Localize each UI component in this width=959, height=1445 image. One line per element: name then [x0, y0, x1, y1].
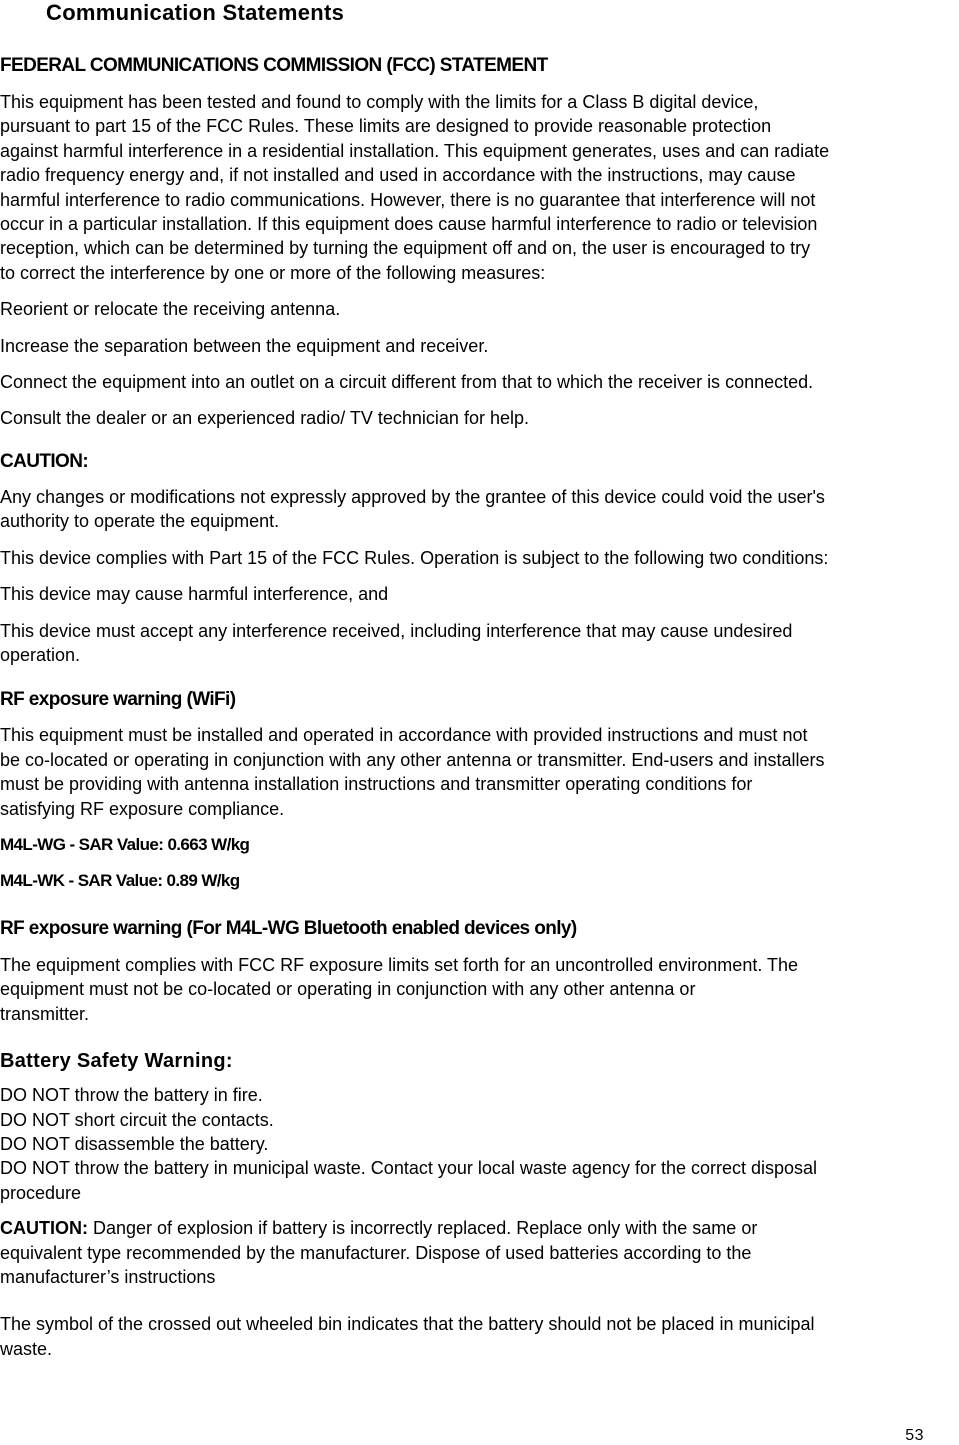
paragraph-line: Any changes or modifications not expressly approved by the grantee of this device could void the user's	[0, 486, 825, 507]
fcc-heading: FEDERAL COMMUNICATIONS COMMISSION (FCC) STATEMENT	[0, 55, 548, 76]
caution-paragraph-part15: This device complies with Part 15 of the FCC Rules. Operation is subject to the following two conditions:	[0, 547, 829, 568]
paragraph-line: This equipment has been tested and found to comply with the limits for a Class B digital device,	[0, 92, 759, 112]
battery-caution-paragraph	[0, 1216, 959, 1289]
fcc-measure-outlet: Connect the equipment into an outlet on a circuit different from that to which the receiver is connected.	[0, 372, 814, 393]
caution-heading: CAUTION:	[0, 450, 89, 472]
paragraph-line: transmitter.	[0, 1003, 90, 1024]
caution-condition-2	[0, 619, 959, 668]
paragraph-line: authority to operate the equipment.	[0, 511, 280, 532]
rf-wifi-heading: RF exposure warning (WiFi)	[0, 689, 236, 711]
paragraph-line: must be providing with antenna installation instructions and transmitter operating conditions for	[0, 774, 753, 795]
paragraph-line: occur in a particular installation. If this equipment does cause harmful interference to radio or television	[0, 214, 818, 235]
paragraph-line: operation.	[0, 644, 81, 665]
fcc-measure-consult: Consult the dealer or an experienced radio/ TV technician for help.	[0, 408, 529, 429]
sar-value-wk: M4L-WK - SAR Value: 0.89 W/kg	[0, 870, 240, 890]
battery-warning-line: DO NOT throw the battery in fire.	[0, 1085, 263, 1106]
battery-caution-text: Danger of explosion if battery is incorrectly replaced. Replace only with the same or	[88, 1218, 758, 1239]
sar-value-wg: M4L-WG - SAR Value: 0.663 W/kg	[0, 834, 250, 854]
battery-warning-line: DO NOT short circuit the contacts.	[0, 1109, 274, 1130]
wheeled-bin-paragraph	[0, 1312, 959, 1361]
battery-warning-line: DO NOT disassemble the battery.	[0, 1133, 269, 1154]
rf-bluetooth-heading: RF exposure warning (For M4L-WG Bluetooth enabled devices only)	[0, 917, 577, 939]
fcc-intro-paragraph	[0, 90, 959, 285]
caution-paragraph-modifications	[0, 485, 959, 534]
paragraph-line: This device must accept any interference received, including interference that may cause undesired	[0, 620, 793, 641]
fcc-measure-separation: Increase the separation between the equipment and receiver.	[0, 335, 489, 356]
battery-warnings	[0, 1083, 959, 1205]
paragraph-line	[0, 1216, 959, 1240]
battery-warning-line: DO NOT throw the battery in municipal waste. Contact your local waste agency for the correct disposal	[0, 1158, 818, 1179]
page-number: 53	[905, 1427, 924, 1444]
battery-heading: Battery Safety Warning:	[0, 1050, 233, 1073]
paragraph-line: pursuant to part 15 of the FCC Rules. These limits are designed to provide reasonable protection	[0, 116, 772, 137]
paragraph-line: be co-located or operating in conjunction with any other antenna or transmitter. End-users and installers	[0, 749, 825, 770]
paragraph-line: satisfying RF exposure compliance.	[0, 798, 285, 819]
fcc-measure-reorient: Reorient or relocate the receiving antenna.	[0, 299, 341, 320]
document-body	[0, 52, 959, 1361]
battery-caution-label: CAUTION:	[0, 1218, 88, 1239]
paragraph-line: harmful interference to radio communications. However, there is no guarantee that interference will not	[0, 189, 816, 210]
paragraph-line: against harmful interference in a residential installation. This equipment generates, uses and can radiate	[0, 140, 830, 161]
paragraph-line: to correct the interference by one or more of the following measures:	[0, 262, 546, 283]
paragraph-line: equipment must not be co-located or operating in conjunction with any other antenna or	[0, 979, 696, 1000]
paragraph-line: manufacturer’s instructions	[0, 1267, 216, 1287]
rf-bluetooth-paragraph	[0, 953, 959, 1026]
paragraph-line: This equipment must be installed and operated in accordance with provided instructions and must not	[0, 725, 808, 746]
paragraph-line: reception, which can be determined by turning the equipment off and on, the user is encouraged to try	[0, 238, 811, 259]
paragraph-line: waste.	[0, 1338, 53, 1359]
paragraph-line: The symbol of the crossed out wheeled bin indicates that the battery should not be placed in municipal	[0, 1314, 815, 1335]
paragraph-line: radio frequency energy and, if not installed and used in accordance with the instructions, may cause	[0, 165, 796, 186]
caution-condition-1: This device may cause harmful interference, and	[0, 584, 389, 605]
paragraph-line: The equipment complies with FCC RF exposure limits set forth for an uncontrolled environment. The	[0, 954, 799, 975]
paragraph-line: equivalent type recommended by the manufacturer. Dispose of used batteries according to the	[0, 1242, 752, 1263]
rf-wifi-paragraph	[0, 723, 959, 821]
page-title: Communication Statements	[46, 0, 345, 25]
battery-warning-line: procedure	[0, 1182, 82, 1203]
